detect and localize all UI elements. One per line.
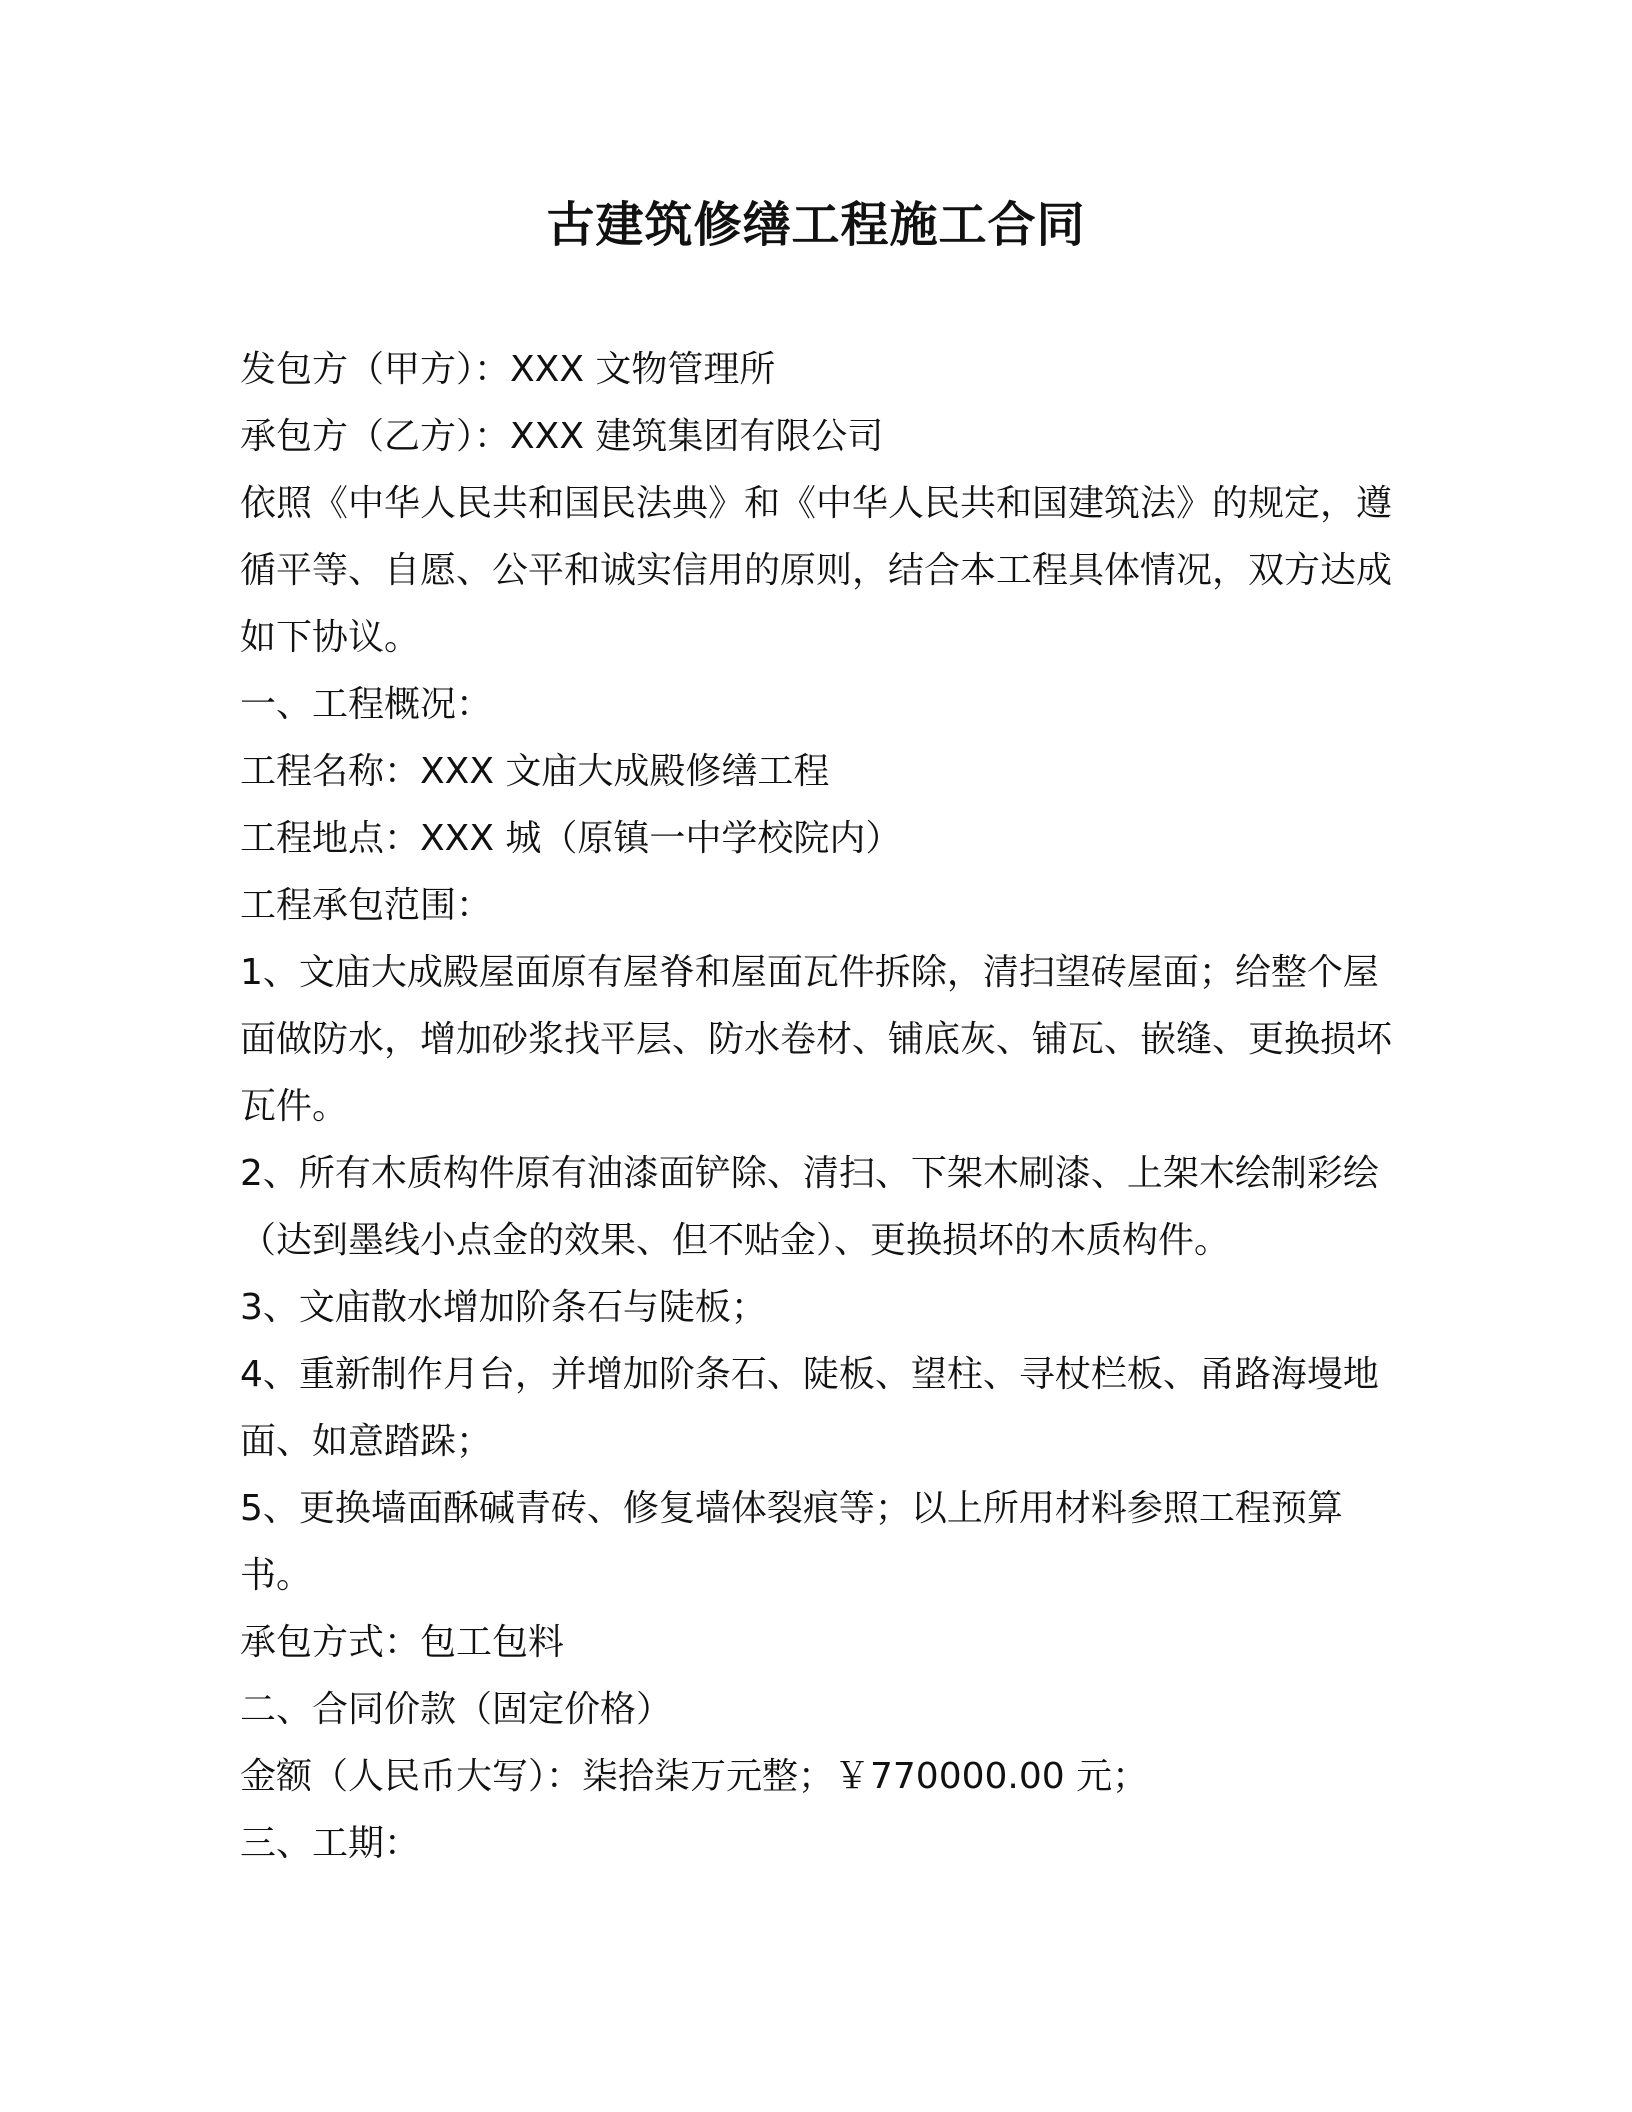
contract-mode-line: 承包方式：包工包料 [240,1622,565,1663]
preamble-paragraph: 依照《中华人民共和国民法典》和《中华人民共和国建筑法》的规定，遵循平等、自愿、公平和诚实信用的原则，结合本工程具体情况，双方达成如下协议。 [240,483,1393,658]
amount-line: 金额（人民币大写）：柒拾柒万元整；￥770000.00 元； [240,1756,1149,1797]
section-3-heading: 三、工期： [240,1823,421,1864]
scope-item-1: 1、文庙大成殿屋面原有屋脊和屋面瓦件拆除，清扫望砖屋面；给整个屋面做防水，增加砂浆找平层、防水卷材、铺底灰、铺瓦、嵌缝、更换损坏瓦件。 [240,952,1393,1127]
scope-heading: 工程承包范围： [240,885,493,926]
scope-item-4: 4、重新制作月台，并增加阶条石、陡板、望柱、寻杖栏板、甬路海墁地面、如意踏跺； [240,1354,1379,1462]
party-a-line: 发包方（甲方）：XXX 文物管理所 [240,349,776,390]
scope-item-2: 2、所有木质构件原有油漆面铲除、清扫、下架木刷漆、上架木绘制彩绘（达到墨线小点金的效果、但不贴金）、更换损坏的木质构件。 [240,1153,1379,1261]
project-name-line: 工程名称：XXX 文庙大成殿修缮工程 [240,751,830,792]
scope-item-5: 5、更换墙面酥碱青砖、修复墙体裂痕等；以上所用材料参照工程预算书。 [240,1488,1343,1596]
document-title: 古建筑修缮工程施工合同 [546,197,1086,253]
section-1-heading: 一、工程概况： [240,684,493,725]
project-location-line: 工程地点：XXX 城（原镇一中学校院内） [240,818,902,859]
document-body [240,336,1400,1877]
section-2-heading: 二、合同价款（固定价格） [240,1689,673,1730]
scope-item-3: 3、文庙散水增加阶条石与陡板； [240,1287,767,1328]
party-b-line: 承包方（乙方）：XXX 建筑集团有限公司 [240,416,884,457]
